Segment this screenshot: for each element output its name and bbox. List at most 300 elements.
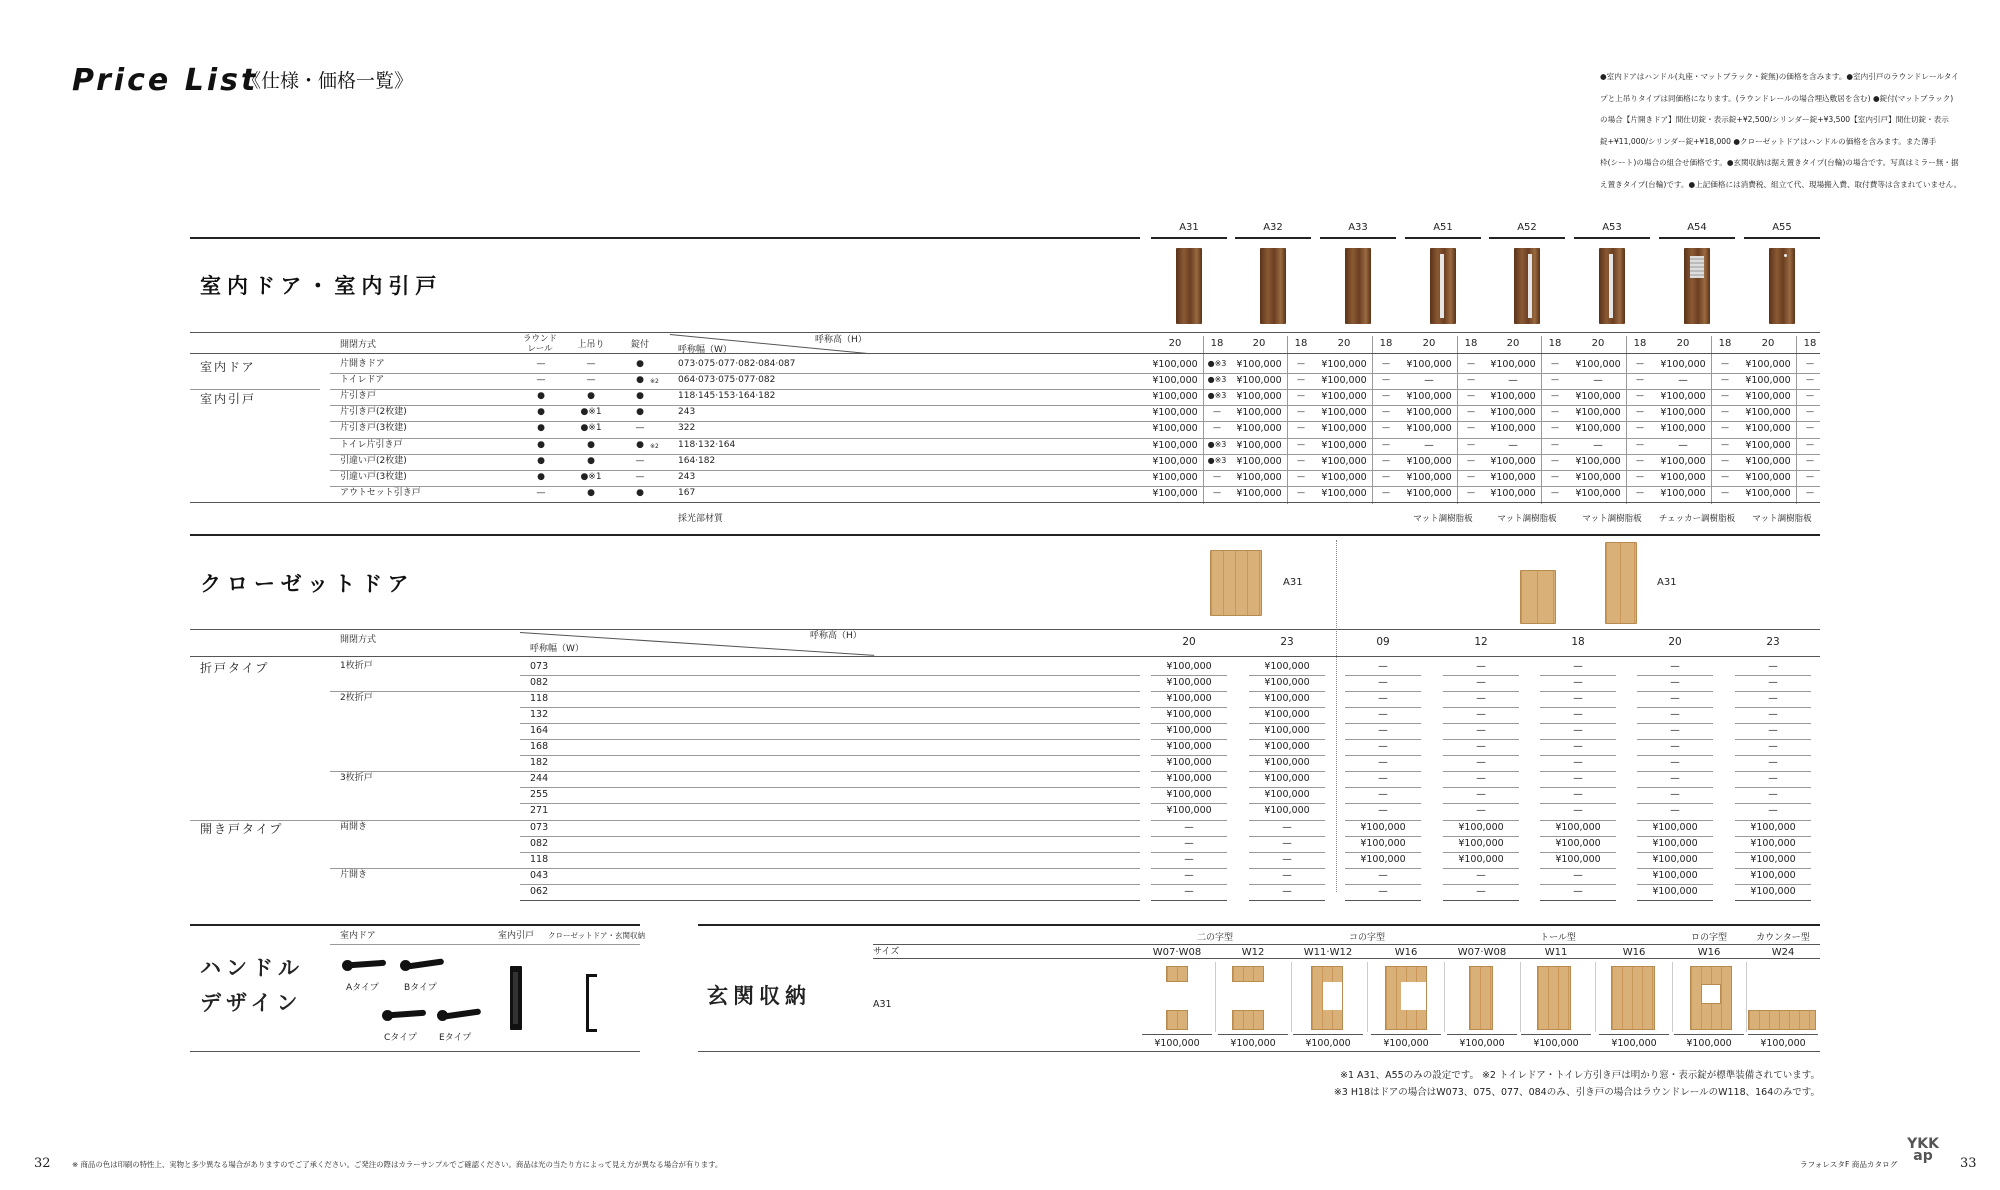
closet-cell-rule bbox=[1637, 852, 1713, 853]
row-price: ¥100,000 bbox=[1236, 439, 1282, 451]
row-h18: — bbox=[1636, 455, 1644, 465]
closet-row-rule bbox=[520, 820, 1140, 821]
row-h18: — bbox=[1806, 375, 1814, 385]
row-price: ¥100,000 bbox=[1745, 391, 1791, 403]
closet-price: — bbox=[1378, 805, 1388, 817]
closet-price: — bbox=[1378, 869, 1388, 881]
row-price: ¥100,000 bbox=[1236, 375, 1282, 387]
door-image-A32 bbox=[1260, 248, 1286, 324]
closet-width: 244 bbox=[530, 773, 549, 785]
closet-price: ¥100,000 bbox=[1652, 853, 1698, 865]
closet-price: — bbox=[1768, 725, 1778, 737]
row-widths: 118·145·153·164·182 bbox=[678, 391, 776, 402]
row-lock-note: ※2 bbox=[650, 378, 659, 386]
closet-price: ¥100,000 bbox=[1166, 805, 1212, 817]
height-20: 20 bbox=[1168, 338, 1182, 349]
row-h18: — bbox=[1721, 359, 1729, 368]
interior-row-rule bbox=[330, 486, 1145, 487]
closet-price: — bbox=[1670, 693, 1680, 705]
row-price: ¥100,000 bbox=[1406, 359, 1452, 370]
row-round: — bbox=[536, 487, 546, 498]
row-h18: — bbox=[1382, 359, 1390, 368]
row-h18: — bbox=[1551, 439, 1559, 449]
height-18: 18 bbox=[1633, 338, 1647, 349]
entrance-cabinet-icon bbox=[1674, 966, 1744, 1030]
closet-cell-rule bbox=[1637, 820, 1713, 821]
closet-cell-rule bbox=[1735, 691, 1811, 692]
closet-image-right-short bbox=[1520, 570, 1556, 624]
row-h18: — bbox=[1721, 455, 1729, 465]
closet-row-rule bbox=[520, 739, 1140, 740]
row-h18: — bbox=[1297, 375, 1305, 385]
closet-price: ¥100,000 bbox=[1264, 789, 1310, 801]
closet-group-label: 折戸タイプ bbox=[200, 661, 270, 675]
closet-price: — bbox=[1476, 773, 1486, 785]
closet-price: ¥100,000 bbox=[1264, 709, 1310, 721]
row-price: ¥100,000 bbox=[1152, 375, 1198, 387]
model-label-A32: A32 bbox=[1263, 222, 1283, 233]
row-h18: — bbox=[1721, 407, 1729, 417]
closet-price: ¥100,000 bbox=[1166, 709, 1212, 721]
closet-group-label: 開き戸タイプ bbox=[200, 821, 284, 836]
closet-price: — bbox=[1184, 885, 1194, 897]
closet-image-label-left: A31 bbox=[1283, 577, 1303, 588]
closet-price: ¥100,000 bbox=[1166, 757, 1212, 769]
row-widths: 073·075·077·082·084·087 bbox=[678, 359, 796, 369]
row-h18: — bbox=[1806, 407, 1814, 417]
door-glass-slit bbox=[1440, 254, 1444, 318]
closet-price: — bbox=[1184, 821, 1194, 833]
closet-price: — bbox=[1768, 805, 1778, 817]
row-h18: — bbox=[1551, 359, 1559, 368]
closet-price: — bbox=[1670, 757, 1680, 769]
closet-cell-rule bbox=[1735, 771, 1811, 772]
lever-handle-icon bbox=[382, 1008, 426, 1022]
row-price: ¥100,000 bbox=[1236, 423, 1282, 435]
closet-cell-rule bbox=[1151, 836, 1227, 837]
closet-price: — bbox=[1476, 789, 1486, 801]
row-price: ¥100,000 bbox=[1490, 423, 1536, 435]
door-glass-slit bbox=[1528, 254, 1532, 318]
header-round-rail: ラウンドレール bbox=[522, 334, 557, 354]
entrance-group-label: トール型 bbox=[1540, 933, 1576, 943]
closet-price: — bbox=[1378, 693, 1388, 705]
closet-price: ¥100,000 bbox=[1652, 869, 1698, 881]
closet-cell-rule bbox=[1249, 836, 1325, 837]
row-h18: — bbox=[1213, 487, 1221, 497]
closet-price: ¥100,000 bbox=[1750, 853, 1796, 865]
row-h18: — bbox=[1382, 439, 1390, 449]
row-price: ¥100,000 bbox=[1236, 471, 1282, 483]
closet-price: ¥100,000 bbox=[1652, 821, 1698, 833]
closet-row-rule bbox=[520, 787, 1140, 788]
model-label-A52: A52 bbox=[1517, 222, 1537, 233]
closet-cell-rule bbox=[1345, 755, 1421, 756]
closet-cell-rule bbox=[1443, 771, 1519, 772]
cabinet-part bbox=[1232, 966, 1264, 982]
cabinet-window bbox=[1701, 984, 1721, 1004]
closet-price: — bbox=[1476, 805, 1486, 817]
row-price: ¥100,000 bbox=[1152, 423, 1198, 435]
closet-width: 043 bbox=[530, 869, 549, 881]
interior-row-rule bbox=[1140, 470, 1820, 471]
door-glass-slit bbox=[1609, 254, 1613, 318]
interior-row-rule bbox=[1140, 405, 1820, 406]
row-round: ● bbox=[537, 423, 545, 434]
row-h18: ●※3 bbox=[1207, 391, 1227, 401]
closet-cell-rule bbox=[1735, 836, 1811, 837]
row-h18: — bbox=[1213, 471, 1221, 481]
entrance-cabinet-icon bbox=[1142, 966, 1212, 1030]
row-price: ¥100,000 bbox=[1152, 407, 1198, 419]
height-18: 18 bbox=[1294, 338, 1308, 349]
row-h18: — bbox=[1213, 423, 1221, 433]
entrance-size-rule bbox=[873, 958, 1820, 959]
row-lock: ● bbox=[636, 487, 644, 498]
closet-cell-bottom bbox=[1637, 900, 1713, 901]
entrance-group-label: ロの字型 bbox=[1690, 933, 1727, 943]
glass-material: マット調樹脂板 bbox=[1752, 514, 1812, 524]
lever-arm bbox=[443, 1008, 481, 1019]
closet-cell-rule bbox=[1735, 707, 1811, 708]
closet-cell-rule bbox=[1735, 803, 1811, 804]
row-round: ● bbox=[537, 407, 545, 418]
closet-row-rule bbox=[520, 884, 1140, 885]
entrance-price-rule bbox=[1293, 1034, 1363, 1035]
row-h18: — bbox=[1467, 471, 1475, 481]
closet-cell-rule bbox=[1151, 852, 1227, 853]
closet-cell-rule bbox=[1249, 868, 1325, 869]
closet-cell-bottom bbox=[1735, 900, 1811, 901]
row-h18: — bbox=[1297, 359, 1305, 368]
closet-price: — bbox=[1768, 693, 1778, 705]
closet-price: — bbox=[1476, 709, 1486, 721]
row-h18: — bbox=[1551, 391, 1559, 401]
row-price: ¥100,000 bbox=[1745, 407, 1791, 419]
closet-cell-rule bbox=[1540, 884, 1616, 885]
closet-price: — bbox=[1184, 837, 1194, 849]
closet-price: — bbox=[1378, 741, 1388, 753]
closet-cell-rule bbox=[1443, 852, 1519, 853]
closet-cell-rule bbox=[1249, 820, 1325, 821]
closet-width: 118 bbox=[530, 853, 549, 865]
row-lock: ● bbox=[636, 439, 644, 450]
row-method: 片引き戸(3枚建) bbox=[340, 423, 407, 434]
closet-cell-rule bbox=[1540, 771, 1616, 772]
closet-cell-rule bbox=[1735, 852, 1811, 853]
header-top-hang: 上吊り bbox=[577, 340, 605, 350]
row-price: ¥100,000 bbox=[1406, 471, 1452, 483]
entrance-size: W12 bbox=[1241, 947, 1265, 958]
model-top-rule bbox=[1405, 237, 1481, 239]
row-price: — bbox=[1424, 375, 1434, 387]
glass-material: マット調樹脂板 bbox=[1497, 514, 1557, 524]
row-price: ¥100,000 bbox=[1321, 471, 1367, 483]
row-top-hang: ● bbox=[587, 455, 595, 466]
entrance-price: ¥100,000 bbox=[1459, 1038, 1505, 1049]
row-h18: — bbox=[1382, 487, 1390, 497]
row-price: ¥100,000 bbox=[1745, 471, 1791, 483]
lever-arm bbox=[388, 1010, 426, 1019]
note-line: の場合【片開きドア】間仕切錠・表示錠+¥2,500/シリンダー錠+¥3,500【室内引戸】間仕切錠・表示 bbox=[1600, 115, 1949, 124]
row-price: — bbox=[1508, 375, 1518, 387]
row-price: ¥100,000 bbox=[1321, 359, 1367, 370]
row-price: ¥100,000 bbox=[1152, 487, 1198, 499]
header-height: 呼称高（H） bbox=[815, 335, 867, 345]
row-widths: 243 bbox=[678, 407, 696, 418]
closet-width: 082 bbox=[530, 837, 549, 849]
closet-cell-rule bbox=[1637, 771, 1713, 772]
interior-head-top bbox=[190, 332, 1140, 333]
entrance-bottom-rule bbox=[698, 1051, 1820, 1052]
interior-row-rule bbox=[330, 405, 1145, 406]
closet-price: — bbox=[1573, 693, 1583, 705]
closet-cell-rule bbox=[1249, 803, 1325, 804]
closet-head-bottom bbox=[190, 656, 1140, 657]
interior-row-rule bbox=[1140, 421, 1820, 422]
closet-price: — bbox=[1573, 789, 1583, 801]
closet-price: ¥100,000 bbox=[1264, 725, 1310, 737]
entrance-group-label: コの字型 bbox=[1348, 933, 1385, 943]
height-20: 20 bbox=[1591, 338, 1605, 349]
row-round: ● bbox=[537, 391, 545, 402]
closet-price: ¥100,000 bbox=[1458, 821, 1504, 833]
closet-width: 073 bbox=[530, 821, 549, 833]
model-top-rule bbox=[1744, 237, 1820, 239]
entrance-price-rule bbox=[1521, 1034, 1591, 1035]
closet-cell-rule bbox=[1637, 691, 1713, 692]
entrance-cabinet-icon bbox=[1371, 966, 1441, 1030]
handle-type-label: Bタイプ bbox=[404, 983, 437, 993]
closet-cell-rule bbox=[1345, 868, 1421, 869]
closet-width: 168 bbox=[530, 741, 549, 753]
row-h18: — bbox=[1382, 471, 1390, 481]
handle-col-slide: 室内引戸 bbox=[498, 931, 535, 941]
row-price: ¥100,000 bbox=[1490, 359, 1536, 370]
row-price: ¥100,000 bbox=[1490, 391, 1536, 403]
row-h18: — bbox=[1382, 391, 1390, 401]
closet-price: — bbox=[1573, 709, 1583, 721]
closet-method-label: 片開き bbox=[340, 869, 368, 880]
closet-price: — bbox=[1378, 725, 1388, 737]
row-price: ¥100,000 bbox=[1321, 375, 1367, 387]
slide-handle-recess bbox=[513, 972, 518, 1024]
closet-cell-rule bbox=[1540, 787, 1616, 788]
closet-cell-rule bbox=[1540, 852, 1616, 853]
closet-price: — bbox=[1573, 885, 1583, 897]
closet-cell-rule bbox=[1151, 739, 1227, 740]
model-label-A33: A33 bbox=[1348, 222, 1368, 233]
closet-cell-rule bbox=[1735, 868, 1811, 869]
header-note bbox=[1600, 66, 1961, 195]
closet-price: — bbox=[1282, 837, 1292, 849]
row-price: ¥100,000 bbox=[1660, 359, 1706, 370]
footer-catalog-name: ラフォレスタF 商品カタログ bbox=[1800, 1160, 1898, 1169]
closet-cell-rule bbox=[1151, 723, 1227, 724]
closet-cell-rule bbox=[1345, 691, 1421, 692]
closet-header-height: 呼称高（H） bbox=[810, 631, 862, 641]
entrance-col-divider bbox=[1291, 962, 1292, 1032]
row-price: ¥100,000 bbox=[1660, 423, 1706, 435]
model-top-rule bbox=[1489, 237, 1565, 239]
footnote-3: ※3 H18はドアの場合はW073、075、077、084のみ、引き戸の場合はラウンドレールのW118、164のみです。 bbox=[1333, 1087, 1820, 1098]
note-line: え置きタイプ(台輪)です。●上記価格には消費税、組立て代、現場搬入費、取付費等は含まれていません。 bbox=[1600, 179, 1962, 189]
closet-price: ¥100,000 bbox=[1360, 821, 1406, 833]
closet-price: — bbox=[1282, 821, 1292, 833]
row-method: 片開きドア bbox=[340, 359, 385, 369]
row-price: — bbox=[1678, 375, 1688, 387]
closet-cell-rule bbox=[1540, 836, 1616, 837]
row-h18: — bbox=[1467, 391, 1475, 401]
row-h18: — bbox=[1382, 423, 1390, 433]
closet-height-18: 18 bbox=[1571, 636, 1585, 648]
entrance-size: W16 bbox=[1697, 947, 1721, 958]
closet-price: ¥100,000 bbox=[1166, 661, 1212, 672]
closet-cell-rule bbox=[1637, 675, 1713, 676]
entrance-price: ¥100,000 bbox=[1760, 1038, 1806, 1049]
entrance-model-label: A31 bbox=[873, 999, 892, 1010]
closet-price: ¥100,000 bbox=[1750, 885, 1796, 897]
header-width: 呼称幅（W） bbox=[678, 345, 732, 355]
row-round: ● bbox=[537, 471, 545, 482]
row-round: ● bbox=[537, 439, 545, 450]
closet-price: ¥100,000 bbox=[1555, 837, 1601, 849]
row-h18: — bbox=[1297, 423, 1305, 433]
handle-top-rule bbox=[190, 924, 640, 926]
closet-price: — bbox=[1378, 789, 1388, 801]
entrance-group-label: 二の字型 bbox=[1196, 933, 1233, 943]
cabinet-part bbox=[1469, 966, 1493, 1030]
closet-width: 255 bbox=[530, 789, 549, 801]
row-round: — bbox=[536, 375, 546, 386]
door-image-A54 bbox=[1684, 248, 1710, 324]
closet-price: — bbox=[1768, 677, 1778, 689]
model-top-rule bbox=[1320, 237, 1396, 239]
entrance-price-rule bbox=[1447, 1034, 1517, 1035]
closet-price: — bbox=[1573, 741, 1583, 753]
handle-title-line1: ハンドル bbox=[200, 956, 304, 980]
closet-cell-rule bbox=[1249, 884, 1325, 885]
row-top-hang: ● bbox=[587, 439, 595, 450]
entrance-price: ¥100,000 bbox=[1611, 1038, 1657, 1049]
row-price: ¥100,000 bbox=[1152, 359, 1198, 370]
closet-row-rule bbox=[520, 868, 1140, 869]
group-divider bbox=[190, 389, 320, 390]
row-h18: — bbox=[1636, 407, 1644, 417]
model-label-A53: A53 bbox=[1602, 222, 1622, 233]
interior-row-rule bbox=[1140, 373, 1820, 374]
interior-row-rule bbox=[330, 454, 1145, 455]
row-lock: — bbox=[635, 471, 645, 482]
row-round: — bbox=[536, 359, 546, 369]
row-price: ¥100,000 bbox=[1745, 439, 1791, 451]
entrance-price-rule bbox=[1142, 1034, 1212, 1035]
closet-price: — bbox=[1184, 853, 1194, 865]
row-price: ¥100,000 bbox=[1575, 359, 1621, 370]
row-price: ¥100,000 bbox=[1490, 487, 1536, 499]
closet-price: ¥100,000 bbox=[1264, 693, 1310, 705]
closet-width: 073 bbox=[530, 661, 549, 672]
interior-body-bottom bbox=[190, 502, 1140, 503]
closet-price: — bbox=[1670, 677, 1680, 689]
entrance-cabinet-icon bbox=[1218, 966, 1288, 1030]
closet-price: ¥100,000 bbox=[1750, 837, 1796, 849]
closet-cell-rule bbox=[1443, 691, 1519, 692]
page-title: Price List bbox=[72, 63, 259, 98]
closet-cell-rule bbox=[1345, 884, 1421, 885]
closet-row-rule bbox=[520, 723, 1140, 724]
row-h18: — bbox=[1467, 439, 1475, 449]
entrance-col-divider bbox=[1215, 962, 1216, 1032]
entrance-cabinet-icon bbox=[1293, 966, 1363, 1030]
closet-price: ¥100,000 bbox=[1166, 677, 1212, 689]
row-h18: — bbox=[1806, 455, 1814, 465]
row-widths: 064·073·075·077·082 bbox=[678, 375, 776, 386]
row-price: ¥100,000 bbox=[1406, 391, 1452, 403]
door-image-A51 bbox=[1430, 248, 1456, 324]
row-price: ¥100,000 bbox=[1660, 455, 1706, 467]
row-price: ¥100,000 bbox=[1152, 439, 1198, 451]
row-method: 引違い戸(2枚建) bbox=[340, 455, 407, 466]
row-price: ¥100,000 bbox=[1575, 391, 1621, 403]
closet-height-20: 20 bbox=[1182, 636, 1196, 648]
glass-label: 採光部材質 bbox=[678, 514, 724, 524]
closet-price: — bbox=[1378, 677, 1388, 689]
row-price: ¥100,000 bbox=[1660, 487, 1706, 499]
row-price: ¥100,000 bbox=[1236, 455, 1282, 467]
closet-price: — bbox=[1282, 869, 1292, 881]
row-price: ¥100,000 bbox=[1745, 487, 1791, 499]
row-h18: — bbox=[1806, 487, 1814, 497]
row-price: ¥100,000 bbox=[1321, 407, 1367, 419]
row-top-hang: — bbox=[586, 375, 596, 386]
closet-cell-rule bbox=[1345, 836, 1421, 837]
closet-price: — bbox=[1670, 741, 1680, 753]
entrance-size: W07·W08 bbox=[1152, 947, 1202, 958]
row-h18: — bbox=[1806, 471, 1814, 481]
closet-height-12: 12 bbox=[1474, 636, 1488, 648]
entrance-size: W16 bbox=[1622, 947, 1646, 958]
row-h18: — bbox=[1806, 391, 1814, 401]
row-h18: — bbox=[1213, 407, 1221, 417]
closet-cell-rule bbox=[1249, 787, 1325, 788]
note-line: プと上吊りタイプは同価格になります。(ラウンドレールの場合埋込敷居を含む) ●錠付(マットブラック) bbox=[1600, 93, 1954, 103]
row-lock: ● bbox=[636, 375, 644, 386]
closet-cell-rule bbox=[1443, 755, 1519, 756]
cabinet-part bbox=[1611, 966, 1655, 1030]
closet-cell-rule bbox=[1151, 868, 1227, 869]
closet-price: ¥100,000 bbox=[1750, 821, 1796, 833]
closet-dotted-divider bbox=[1336, 540, 1337, 892]
row-price: ¥100,000 bbox=[1745, 375, 1791, 387]
row-price: — bbox=[1593, 439, 1603, 451]
closet-cell-rule bbox=[1151, 675, 1227, 676]
interior-top-rule bbox=[190, 237, 1140, 239]
row-h18: — bbox=[1806, 423, 1814, 433]
closet-cell-rule bbox=[1249, 707, 1325, 708]
closet-cell-rule bbox=[1637, 836, 1713, 837]
closet-cell-rule bbox=[1345, 787, 1421, 788]
closet-cell-rule bbox=[1637, 884, 1713, 885]
height-20: 20 bbox=[1506, 338, 1520, 349]
interior-head-top-right bbox=[1140, 332, 1820, 333]
closet-price: — bbox=[1184, 869, 1194, 881]
closet-cell-rule bbox=[1540, 707, 1616, 708]
closet-image-right-tall bbox=[1605, 542, 1637, 624]
row-price: ¥100,000 bbox=[1152, 471, 1198, 483]
closet-cell-rule bbox=[1540, 739, 1616, 740]
interior-row-rule bbox=[1140, 486, 1820, 487]
